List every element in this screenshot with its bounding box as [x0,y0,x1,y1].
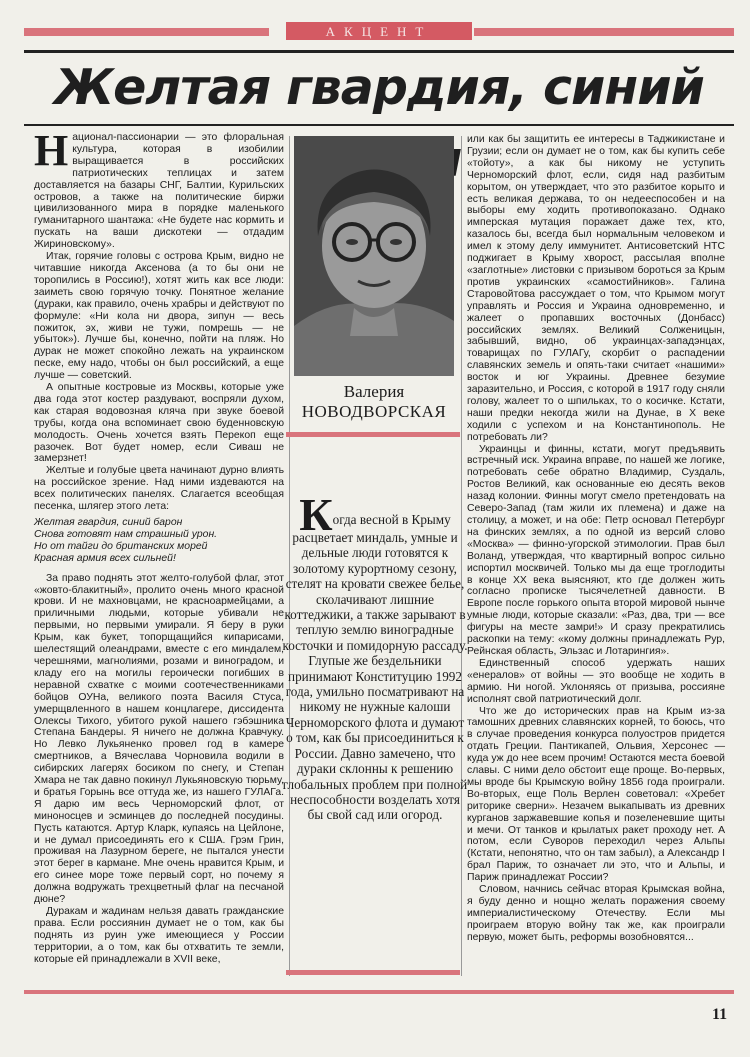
pull-quote-cap: К [299,489,333,540]
author-first-name: Валерия [343,382,405,401]
poem-line: Желтая гвардия, синий барон [34,517,183,528]
lead-paragraph [34,126,284,251]
headline-rule-bottom [24,124,734,126]
portrait-illustration [294,136,454,376]
author-last-name: НОВОДВОРСКАЯ [301,402,447,421]
headline: Желтая гвардия, синий [54,59,704,116]
pull-quote-part: Глупые же бездельники принимают Конституцию 1992 года, умильно посматривают на никому не нужные калоши Черноморского флота и думают о том, как бы присоединиться к России. Давно замечено, что дураки склонны к решению глобальных проблем при полной неспособности возделать хотя бы свой сад или огород. [282,653,468,823]
poem-line: Красная армия всех сильней! [34,552,176,564]
pull-quote-text: огда весной в Крыму расцветает миндаль, умные и дельные люди готовятся к золотому курортному сезону, стелят на кровати свежее белье, сколачивают лишние коттеджики, а также зарывают в теплую землю виноградные косточки и помидорную рассаду. [282,512,468,653]
paragraph: Дуракам и жадинам нельзя давать гражданские права. Если россиянин думает не о том, как бы поднять из руин уже имеющиеся у России территории, а о том, как бы отхватить те земли, которые ей принадлежали в XVII веке, [34,906,284,965]
rubric-label: АКЦЕНТ [286,22,472,40]
paragraph: Что же до исторических прав на Крым из-за тамошних древних славянских корней, то боюсь, что в случае проведения конкурса полуостров придется отдать Греции. Пантикапей, Ольвия, Херсонес — куда уж до нее всем прочим! Остаются места боевой славы. С ними дело обстоит еще проще. Во-первых, мы вроде бы Крымскую войну 1856 года проиграли. Во-вторых, еще Поль Верлен советовал: «Хребет риторике сверни». Незачем выкапывать из древних курганов заржавевшие копья и позеленевшие щиты и мечи. От танков и крылатых ракет проходу нет. А потом, если Суворов переходил через Альпы (Кстати, непонятно, что он там забыл), а Александр I брал Париж, то означает ли это, что и Альпы, и Париж принадлежат России? [467,705,725,884]
page-number: 11 [712,1006,728,1023]
lead-text: ационал-пассионарии — это флоральная культура, которая в изобилии выращивается в российских патриотических теплицах и затем доставляется на базары СНГ, Балтии, Курильских островов, а также на политические биржи цивилизованного мира в порядке маленького гуманитарного шантажа: «Не будете нас кормить и пускать на ваши дискотеки — отдадим Жириновскому». [34,132,284,251]
author-name [294,382,454,422]
paragraph: Желтые и голубые цвета начинают дурно влиять на российское зрение. Над ними издеваются на всех политических панелях. Слагается всеобщая песенка, шлягер этого лета: [34,465,284,513]
pull-quote-underline [286,970,460,975]
bottom-rule [24,990,734,994]
rubric-bar-right [474,28,734,36]
author-photo [294,136,454,376]
poem [34,517,284,565]
paragraph: Единственный способ удержать наших «енералов» от войны — это вообще не ходить в армию. Ни ногой. Уклоняясь от призыва, россияне исполнят свой патриотический долг. [467,657,725,705]
paragraph: А опытные костровые из Москвы, которые уже два года этот костер раздувают, воспряли духом, как старая водовозная кляча при звуке боевой трубы, когда она вспоминает свою буденновскую молодость. Очень хочется взять Перекоп еще разочек. Вот будет номер, если Сиваш не замерзнет! [34,382,284,465]
paragraph: Украинцы и финны, кстати, могут предъявить встречный иск. Украина вправе, по нашей же логике, потребовать себе обратно Владимир, Суздаль, Ростов Великий, как основанные ею десять веков назад колонии. Финны могут смело претендовать на Северо-Запад (там жили их племена) и даже на столицу, а может, и на обе: Петр основал Петербург на финских землях, а по одной из версий слово «Москва» — финно-угорской этимологии. Прав был Воланд, утверждая, что квартирный вопрос сильно испортил москвичей. Только мы да еще троглодиты в конце XX века выясняют, кто где должен жить согласно прописке тысячелетней давности. В Европе после горького опыта второй мировой нынче умные люди, которые сказали: «Раз, два, три — все фигуры на месте замри!» И сразу прекратились раскопки на тему: «кому должны принадлежать Рур, Рейнская область, Эльзас и Лотарингия». [467,443,725,657]
paragraph: или как бы защитить ее интересы в Таджикистане и Грузии; если он думает не о том, как бы купить себе «тойоту», а как бы никому не уступить Черноморский флот, если, сидя над разбитым корытом, он утверждает, что это разбитое корыто и есть великая держава, то он недееспособен и на выборы ему ходить противопоказано. Однако имперская мутация поражает даже тех, кто, казалось бы, всегда был нормальным человеком и имел к этому делу иммунитет. Антисоветский НТС поджигает в Крыму хворост, рассылая вполне «заглотные» листовки с призывом бороться за Крым против украинских «самостийников». Галина Старовойтова рассуждает о том, что Крымом могут управлять и Россия и Украина одновременно, и жалеет о пропавших восточных (Донбасс) российских землях. Великий Солженицын, забывший, видно, об украинцах-западэнцах, товарищах по ГУЛАГу, скорбит о распадении славянских земель и опять-таки считает «нашими» восток и юг Украины. Древнее безумие заразительно, и Россия, с которой в 1917 году сняли голову, жалеет то о шпильках, то о косичке. Кстати, наши предки некогда жили на Дунае, в X веке ходили с успехом и на Константинополь. Не потребовать ли? [467,134,725,443]
right-column [467,134,725,944]
paragraph: Итак, горячие головы с острова Крым, видно не читавшие никогда Аксенова (а то бы они не торопились в Россию!), хотят жить как все люди: заиметь свою горячую точку. Понятное желание (дураки, как правило, очень храбры и действуют по формуле: «Ни кола ни двора, зипун — весь пожиток, эх, живи не тужи, помрешь — не убыток»). Лучше бы, конечно, пойти на пляж. Но дурак не может спокойно лежать на украинском песке, ему надо, чтобы он был российский, а еще лучше — советский. [34,251,284,382]
rubric-bar-left [24,28,269,36]
paragraph: Словом, начнись сейчас вторая Крымская война, я буду денно и нощно желать поражения своему империалистическому Отечеству. Если мы проиграем вторую войну так же, как проиграли первую, может быть, реформы возобновятся... [467,884,725,943]
pull-quote [282,489,468,823]
left-column [34,126,284,966]
poem-line: Снова готовят нам страшный урон. [34,528,218,540]
drop-cap: Н [34,126,69,175]
poem-line: Но от тайги до британских морей [34,540,208,552]
author-underline [286,432,460,437]
paragraph: За право поднять этот желто-голубой флаг, этот «жовто-блакитный», пролито очень много красной крови. И не махновцами, не красноармейцами, а приличными людьми, которые убивали не первыми, но первыми умирали. Я беру в руки Крым, как букет, топорщащийся кипарисами, шелестящий олеандрами, вместе с его миндалем, черешнями, магнолиями, розами и виноградом, и кладу его на могилы героически погибших в неравной схватке с моими соотечественниками бойцов ОУНа, великого поэта Василя Стуса, умерщвленного в нашем концлагере, диссидента Олексы Тихого, убитого рукой нашего гэбэшника Степана Бандеры. Я ничего не должна Кравчуку. Но Левко Лукьяненко провел год в камере смертников, а Вячеслава Чорновила водили в сибирских лагерях босиком по снегу, и Степан Хмара не так давно покинул Лукьяновскую тюрьму, и братья Горынь все оттуда же, из нашего ГУЛАГа. Я дарю им весь Черноморский флот, от миноносцев и эсминцев до последней посудины. Пусть катаются. Артур Кларк, купаясь на Цейлоне, и не думал присоединять его к США. Грэм Грин, проживая на Лазурном береге, не пытался унести этот берег в кармане. Мне очень нравится Крым, и его синее море тоже первый сорт, но почему я должна водружать трехцветный флаг на песчаной дюне? [34,572,284,906]
rubric-header [24,22,734,40]
pull-quote-part [282,489,468,653]
